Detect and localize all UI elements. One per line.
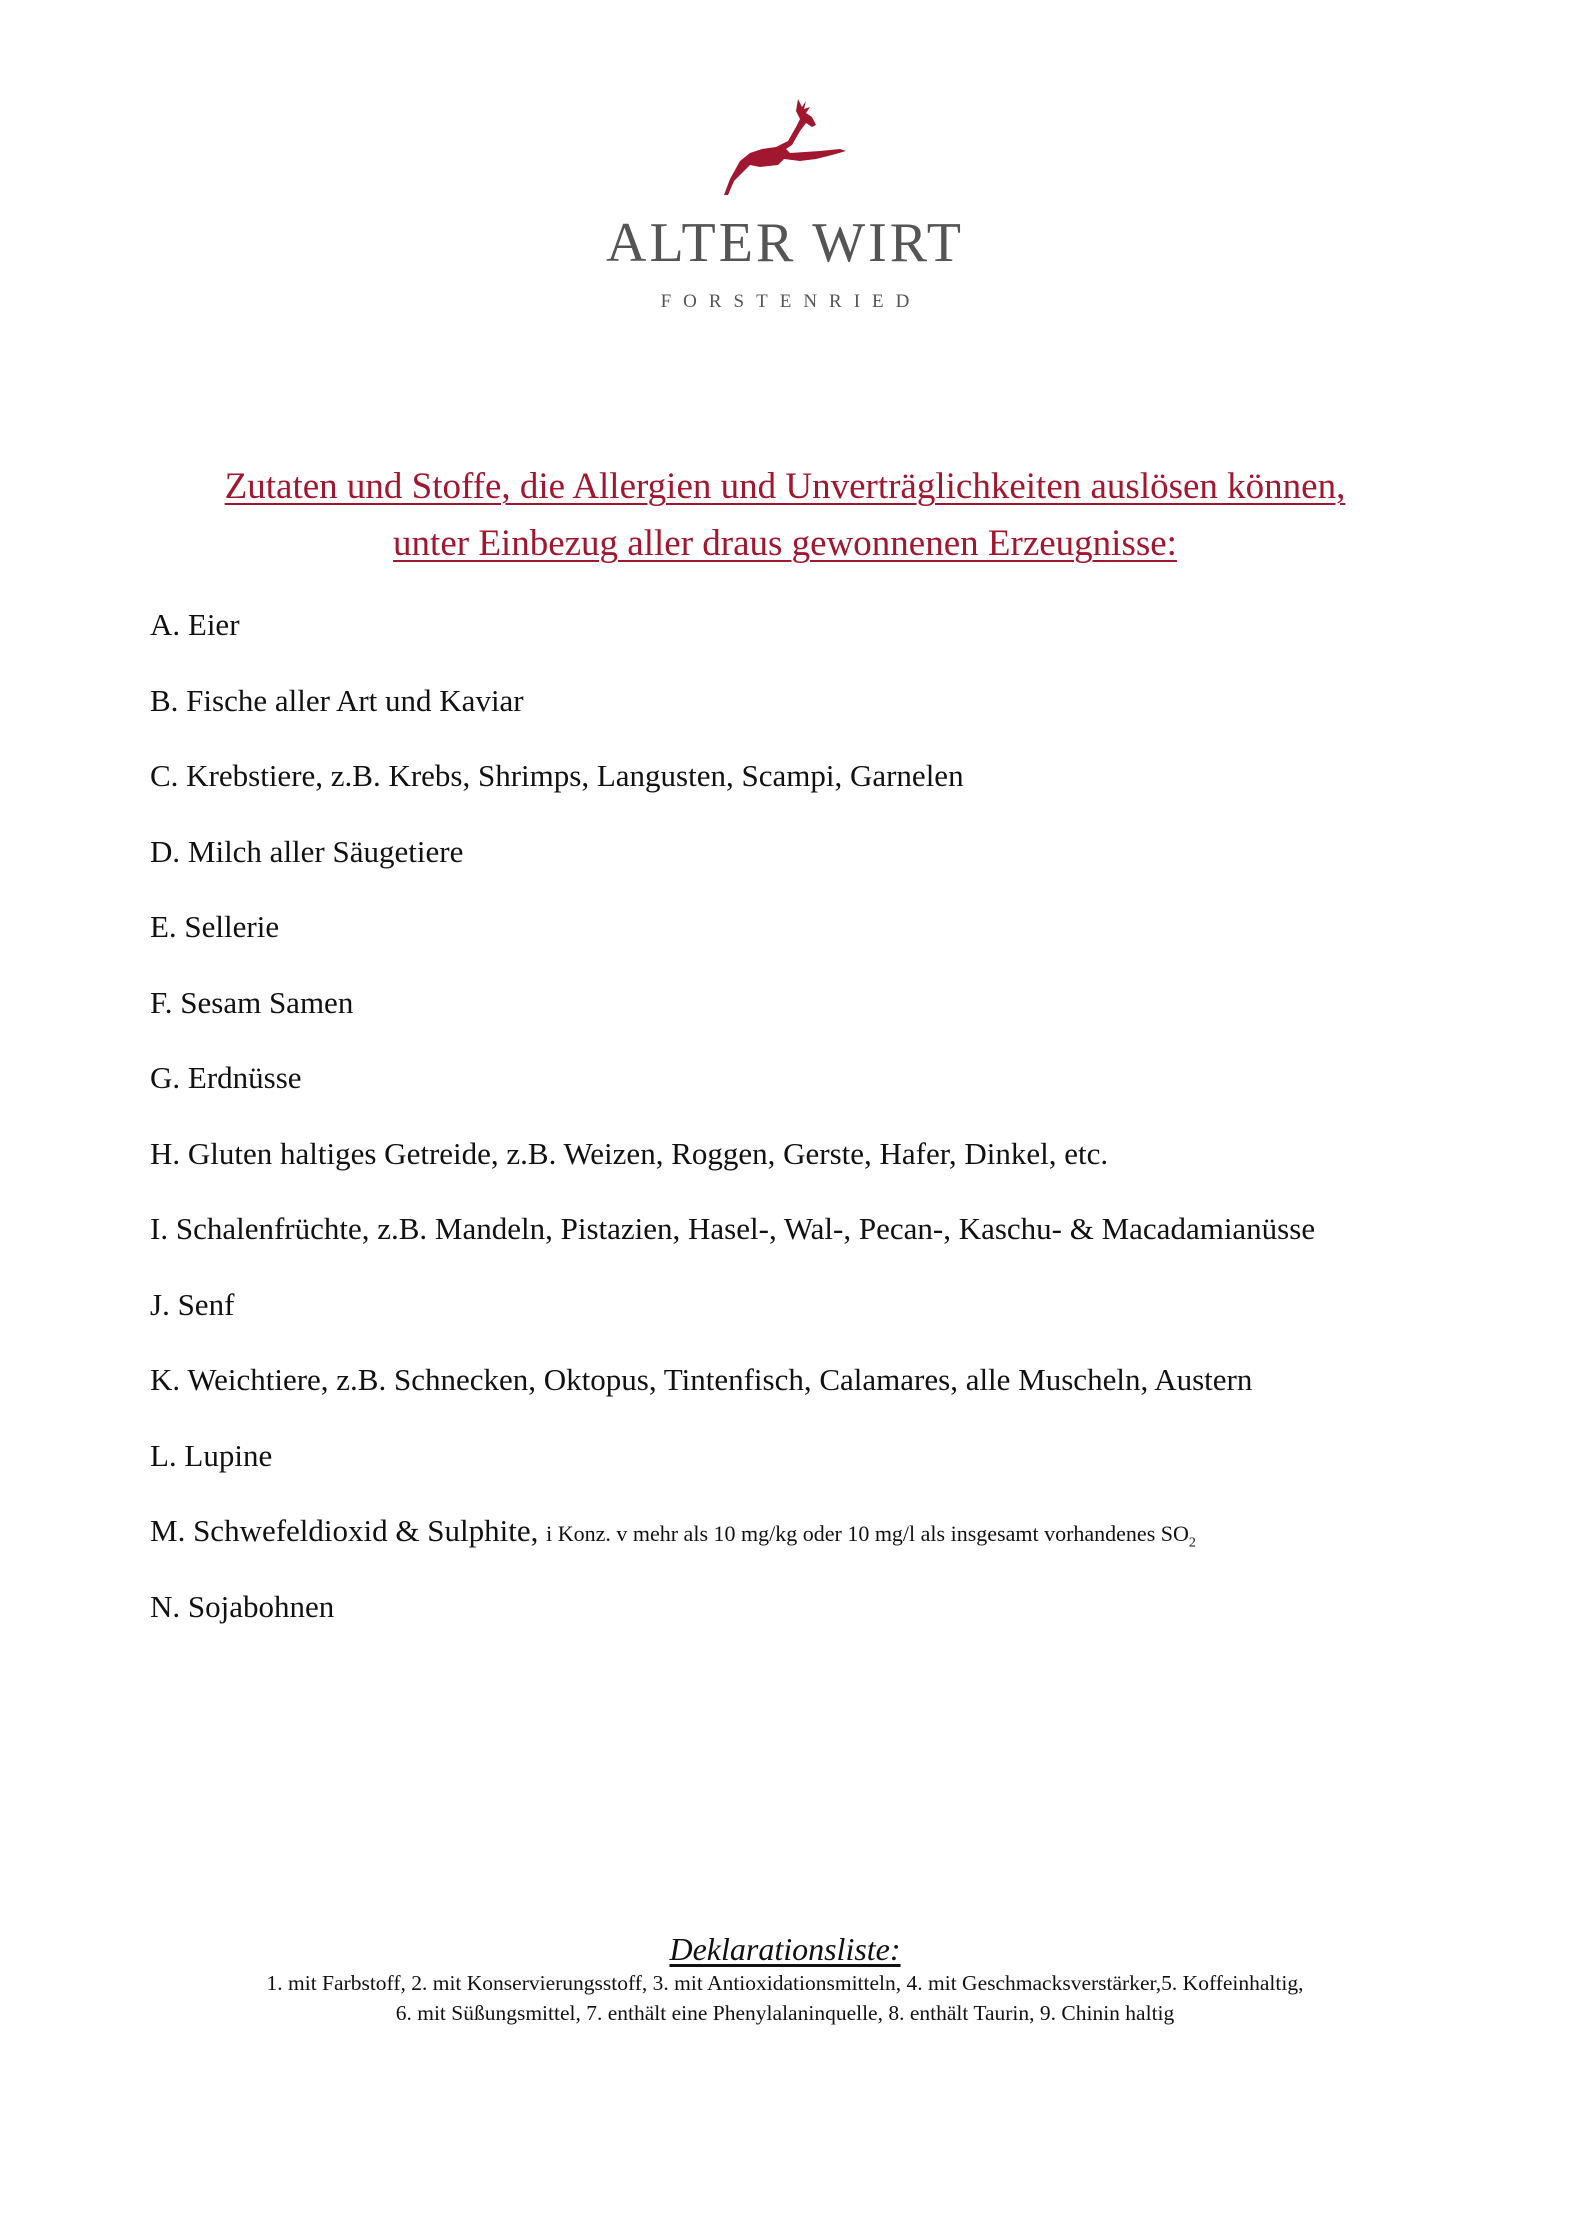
- allergen-item-j: [150, 1280, 1450, 1356]
- allergen-item-e: [150, 902, 1450, 978]
- allergen-item-n: [150, 1582, 1450, 1658]
- allergen-item-l: [150, 1431, 1450, 1507]
- allergen-label: N. Sojabohnen: [150, 1588, 335, 1624]
- declaration-section: [0, 1930, 1570, 2028]
- page-title: [0, 458, 1570, 572]
- allergen-label: K. Weichtiere, z.B. Schnecken, Oktopus, Tintenfisch, Calamares, alle Muscheln, Austern: [150, 1362, 1253, 1397]
- allergen-item-b: [150, 676, 1450, 752]
- allergen-label: M. Schwefeldioxid & Sulphite,: [150, 1513, 539, 1548]
- allergen-label: D. Milch aller Säugetiere: [150, 833, 464, 869]
- deer-icon: [720, 95, 850, 195]
- allergen-item-h: [150, 1129, 1450, 1205]
- allergen-label: B. Fische aller Art und Kaviar: [150, 682, 524, 718]
- allergen-note-text: i Konz. v mehr als 10 mg/kg oder 10 mg/l als insgesamt vorhandenes SO: [546, 1521, 1189, 1546]
- allergen-label: J. Senf: [150, 1286, 235, 1322]
- title-line-1: Zutaten und Stoffe, die Allergien und Unverträglichkeiten auslösen können,: [224, 466, 1346, 507]
- allergen-label: A. Eier: [150, 607, 240, 642]
- allergen-note-subscript: 2: [1188, 1535, 1196, 1551]
- allergen-label: I. Schalenfrüchte, z.B. Mandeln, Pistazien, Hasel-, Wal-, Pecan-, Kaschu- & Macadamianüsse: [150, 1211, 1316, 1246]
- allergen-item-k: [150, 1355, 1450, 1431]
- allergen-label: G. Erdnüsse: [150, 1060, 302, 1095]
- allergen-item-a: [150, 600, 1450, 676]
- allergen-item-g: [150, 1053, 1450, 1129]
- brand-logo: [0, 95, 1570, 313]
- declaration-text: [0, 1968, 1570, 2028]
- allergen-label: L. Lupine: [150, 1437, 273, 1473]
- allergen-note: [546, 1521, 1196, 1551]
- brand-name: ALTER WIRT: [606, 212, 964, 274]
- allergen-label: H. Gluten haltiges Getreide, z.B. Weizen, Roggen, Gerste, Hafer, Dinkel, etc.: [150, 1135, 1109, 1171]
- allergen-label: C. Krebstiere, z.B. Krebs, Shrimps, Langusten, Scampi, Garnelen: [150, 758, 964, 793]
- title-line-2: unter Einbezug aller draus gewonnenen Erzeugnisse:: [393, 523, 1177, 564]
- brand-subtitle: FORSTENRIED: [660, 291, 922, 312]
- allergen-list: [150, 600, 1450, 1657]
- allergen-item-i: [150, 1204, 1450, 1280]
- allergen-label: F. Sesam Samen: [150, 984, 354, 1020]
- declaration-title: Deklarationsliste:: [669, 1931, 901, 1967]
- declaration-line-2: 6. mit Süßungsmittel, 7. enthält eine Phenylalaninquelle, 8. enthält Taurin, 9. Chinin haltig: [395, 2001, 1175, 2026]
- allergen-item-d: [150, 827, 1450, 903]
- allergen-item-f: [150, 978, 1450, 1054]
- declaration-line-1: 1. mit Farbstoff, 2. mit Konservierungsstoff, 3. mit Antioxidationsmitteln, 4. mit Geschmacksverstärker,5. Koffeinhaltig,: [266, 1971, 1304, 1996]
- allergen-item-c: [150, 751, 1450, 827]
- allergen-label: E. Sellerie: [150, 909, 280, 944]
- allergen-item-m: [150, 1506, 1450, 1582]
